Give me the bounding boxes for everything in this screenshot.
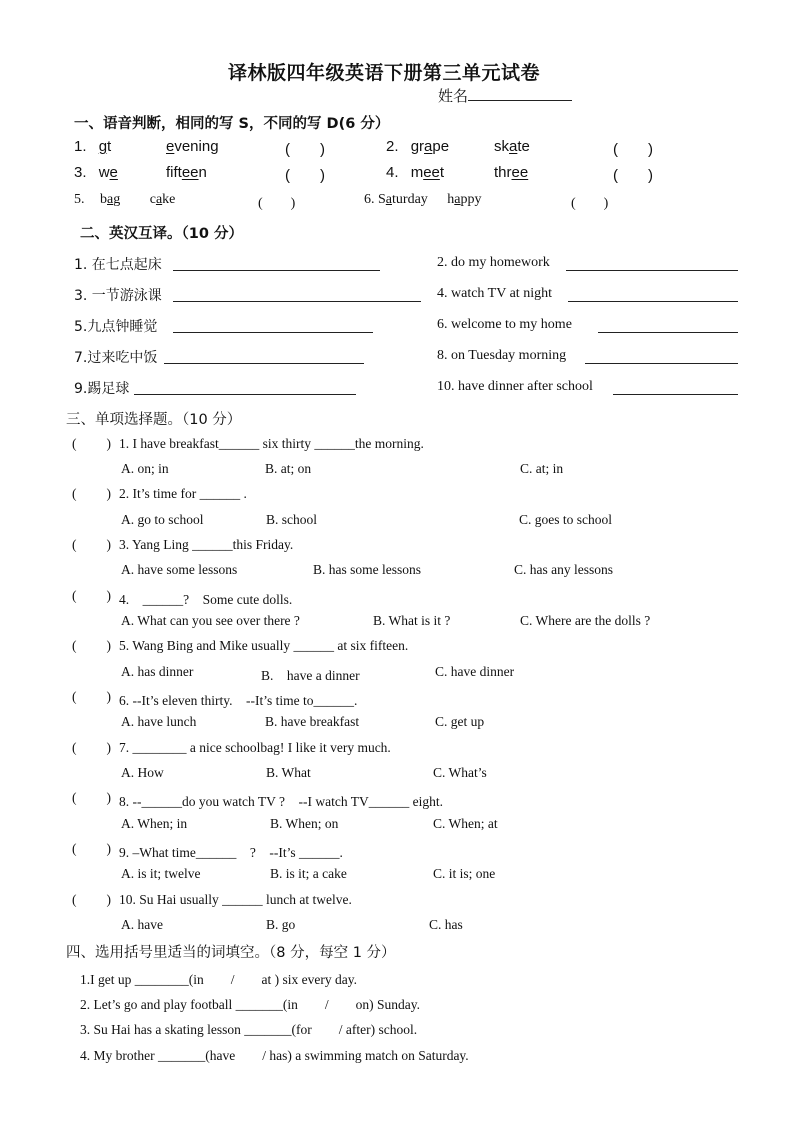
option-a[interactable]: A. What can you see over there ?	[121, 613, 300, 628]
phonics-word-b: evening	[166, 138, 219, 155]
option-a[interactable]: A. is it; twelve	[121, 866, 201, 881]
option-a[interactable]: A. has dinner	[121, 664, 194, 679]
choice-paren[interactable]: ( )	[72, 486, 111, 501]
choice-question: 5. Wang Bing and Mike usually ______ at six fifteen.	[119, 638, 409, 653]
section-1-heading: 一、语音判断，相同的写 S，不同的写 D(6 分）	[74, 116, 390, 132]
choice-paren[interactable]: ( )	[72, 892, 111, 907]
option-c[interactable]: C. goes to school	[519, 512, 612, 527]
option-b[interactable]: B. have a dinner	[261, 668, 360, 683]
answer-paren[interactable]: ( )	[613, 167, 653, 184]
option-c[interactable]: C. Where are the dolls ?	[520, 613, 651, 628]
answer-line[interactable]	[568, 301, 738, 302]
translate-item-3: 3. 一节游泳课	[74, 288, 162, 304]
name-blank[interactable]	[468, 85, 572, 101]
phonics-word-b: three	[494, 164, 529, 181]
choice-question: 10. Su Hai usually ______ lunch at twelve.	[119, 892, 352, 907]
answer-line[interactable]	[585, 363, 738, 364]
answer-line[interactable]	[173, 332, 373, 333]
option-a[interactable]: A. on; in	[121, 461, 169, 476]
phonics-word-b: skate	[494, 138, 530, 155]
choice-question: 7. ________ a nice schoolbag! I like it very much.	[119, 740, 391, 755]
choice-paren[interactable]: ( )	[72, 790, 111, 805]
translate-item-4: 4. watch TV at night	[437, 286, 552, 301]
phonics-item-4: 4. meet	[386, 164, 445, 181]
option-c[interactable]: C. have dinner	[435, 664, 515, 679]
section-2-heading: 二、英汉互译。（10 分）	[80, 226, 243, 242]
option-c[interactable]: C. When; at	[433, 816, 498, 831]
option-c[interactable]: C. has any lessons	[514, 562, 613, 577]
choice-paren[interactable]: ( )	[72, 638, 111, 653]
phonics-item-1: 1. gt	[74, 138, 112, 155]
answer-line[interactable]	[173, 301, 421, 302]
fill-item-3[interactable]: 3. Su Hai has a skating lesson _______(for / after) school.	[80, 1022, 418, 1037]
answer-paren[interactable]: ( )	[258, 196, 296, 211]
answer-line[interactable]	[164, 363, 364, 364]
translate-item-7: 7.过来吃中饭	[74, 350, 158, 366]
page-title: 译林版四年级英语下册第三单元试卷	[228, 62, 541, 84]
option-b[interactable]: B. have breakfast	[265, 714, 360, 729]
option-a[interactable]: A. go to school	[121, 512, 204, 527]
answer-line[interactable]	[134, 394, 356, 395]
answer-line[interactable]	[613, 394, 738, 395]
phonics-word-b: fifteen	[166, 164, 207, 181]
choice-question: 1. I have breakfast______ six thirty ______the morning.	[119, 436, 424, 451]
option-c[interactable]: C. at; in	[520, 461, 564, 476]
answer-line[interactable]	[598, 332, 738, 333]
section-4-heading: 四、选用括号里适当的词填空。（8 分，每空 1 分）	[66, 945, 396, 961]
answer-line[interactable]	[173, 270, 380, 271]
translate-item-2: 2. do my homework	[437, 255, 550, 270]
name-field[interactable]	[438, 85, 572, 106]
option-a[interactable]: A. have some lessons	[121, 562, 238, 577]
choice-paren[interactable]: ( )	[72, 689, 111, 704]
option-b[interactable]: B. school	[266, 512, 318, 527]
option-a[interactable]: A. How	[121, 765, 164, 780]
option-b[interactable]: B. has some lessons	[313, 562, 421, 577]
answer-paren[interactable]: ( )	[571, 196, 609, 211]
option-b[interactable]: B. is it; a cake	[270, 866, 347, 881]
translate-item-5: 5.九点钟睡觉	[74, 319, 158, 335]
choice-paren[interactable]: ( )	[72, 740, 111, 755]
option-b[interactable]: B. What	[266, 765, 311, 780]
phonics-word-a: gt	[98, 138, 112, 155]
choice-question: 8. --______do you watch TV ? --I watch TV______ eight.	[119, 794, 443, 809]
option-c[interactable]: C. get up	[435, 714, 485, 729]
choice-question: 3. Yang Ling ______this Friday.	[119, 537, 294, 552]
choice-question: 2. It’s time for ______ .	[119, 486, 247, 501]
option-a[interactable]: A. have	[121, 917, 163, 932]
translate-item-8: 8. on Tuesday morning	[437, 348, 567, 363]
fill-item-1[interactable]: 1.I get up ________(in / at ) six every day.	[80, 972, 357, 987]
choice-question: 6. --It’s eleven thirty. --It’s time to______.	[119, 693, 358, 708]
choice-question: 9. –What time______ ? --It’s ______.	[119, 845, 343, 860]
section-3-heading: 三、单项选择题。（10 分）	[66, 412, 242, 428]
option-c[interactable]: C. has	[429, 917, 463, 932]
choice-paren[interactable]: ( )	[72, 588, 111, 603]
answer-paren[interactable]: ( )	[285, 141, 325, 158]
translate-item-10: 10. have dinner after school	[437, 379, 593, 394]
choice-paren[interactable]: ( )	[72, 537, 111, 552]
choice-paren[interactable]: ( )	[72, 436, 111, 451]
translate-item-1: 1. 在七点起床	[74, 257, 162, 273]
option-b[interactable]: B. What is it ?	[373, 613, 451, 628]
option-c[interactable]: C. it is; one	[433, 866, 496, 881]
option-a[interactable]: A. When; in	[121, 816, 188, 831]
fill-item-2[interactable]: 2. Let’s go and play football _______(in / on) Sunday.	[80, 997, 420, 1012]
phonics-item-3: 3. we	[74, 164, 118, 181]
phonics-item-5: 5. bag cake	[74, 192, 176, 207]
phonics-item-2: 2. grape	[386, 138, 450, 155]
answer-paren[interactable]: ( )	[613, 141, 653, 158]
answer-paren[interactable]: ( )	[285, 167, 325, 184]
option-b[interactable]: B. at; on	[265, 461, 312, 476]
answer-line[interactable]	[566, 270, 738, 271]
option-b[interactable]: B. When; on	[270, 816, 339, 831]
option-c[interactable]: C. What’s	[433, 765, 487, 780]
translate-item-9: 9.踢足球	[74, 381, 130, 397]
translate-item-6: 6. welcome to my home	[437, 317, 572, 332]
choice-paren[interactable]: ( )	[72, 841, 111, 856]
choice-question: 4. ______? Some cute dolls.	[119, 592, 293, 607]
fill-item-4[interactable]: 4. My brother _______(have / has) a swimming match on Saturday.	[80, 1048, 469, 1063]
phonics-item-6: 6. Saturday happy	[364, 192, 482, 207]
name-label: 姓名	[438, 87, 469, 105]
option-b[interactable]: B. go	[266, 917, 296, 932]
option-a[interactable]: A. have lunch	[121, 714, 197, 729]
